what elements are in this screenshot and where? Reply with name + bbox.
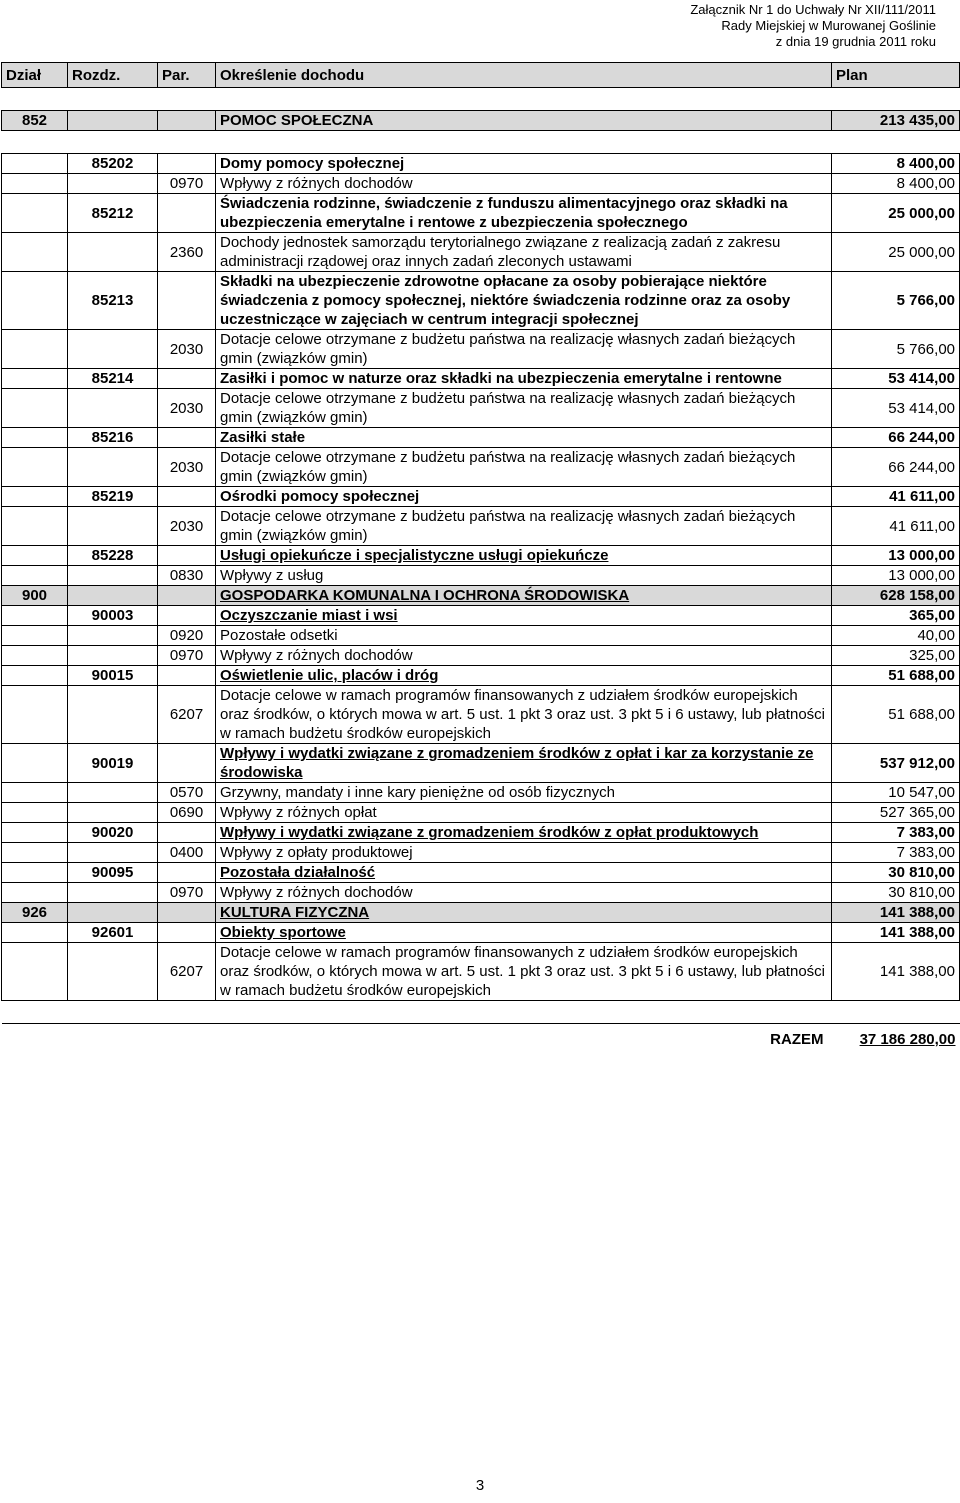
- cell-plan: 30 810,00: [832, 883, 960, 903]
- cell-rozdz: 85216: [68, 428, 158, 448]
- cell-plan: 40,00: [832, 626, 960, 646]
- cell-dzial: [2, 923, 68, 943]
- cell-dzial: [2, 943, 68, 1001]
- cell-par: [158, 194, 216, 233]
- column-header-plan: Plan: [832, 63, 960, 88]
- income-plan-table: [1, 62, 960, 1054]
- cell-dzial: [2, 507, 68, 546]
- cell-description: Dochody jednostek samorządu terytorialnego związane z realizacją zadań z zakresu administracji rządowej oraz innych zadań zleconych ustawami: [216, 233, 832, 272]
- cell-rozdz: [68, 174, 158, 194]
- cell-par: 6207: [158, 943, 216, 1001]
- cell-par: [158, 666, 216, 686]
- spacer-row: [2, 1001, 960, 1024]
- cell-dzial: [2, 428, 68, 448]
- cell-rozdz: [68, 783, 158, 803]
- cell-description: Ośrodki pomocy społecznej: [216, 487, 832, 507]
- cell-description: Oczyszczanie miast i wsi: [216, 606, 832, 626]
- cell-description: Składki na ubezpieczenie zdrowotne opłacane za osoby pobierające niektóre świadczenia z pomocy społecznej, niektóre świadczenia rodzinne oraz za osoby uczestniczące w zajęciach w centrum integracji społecznej: [216, 272, 832, 330]
- table-row: [2, 194, 960, 233]
- cell-description: Dotacje celowe otrzymane z budżetu państwa na realizację własnych zadań bieżących gmin (związków gmin): [216, 507, 832, 546]
- table-row: [2, 272, 960, 330]
- total-label: RAZEM: [770, 1030, 824, 1048]
- cell-plan: 141 388,00: [832, 943, 960, 1001]
- cell-description: POMOC SPOŁECZNA: [216, 111, 832, 131]
- cell-rozdz: 90020: [68, 823, 158, 843]
- cell-plan: 8 400,00: [832, 174, 960, 194]
- cell-rozdz: 85202: [68, 154, 158, 174]
- table-row: [2, 606, 960, 626]
- cell-plan: 141 388,00: [832, 923, 960, 943]
- cell-plan: 53 414,00: [832, 389, 960, 428]
- cell-par: 0400: [158, 843, 216, 863]
- table-row: [2, 923, 960, 943]
- cell-dzial: [2, 369, 68, 389]
- cell-description: Wpływy z różnych dochodów: [216, 646, 832, 666]
- cell-plan: 41 611,00: [832, 507, 960, 546]
- cell-plan: 141 388,00: [832, 903, 960, 923]
- cell-par: 6207: [158, 686, 216, 744]
- cell-rozdz: 85219: [68, 487, 158, 507]
- table-row: [2, 863, 960, 883]
- cell-rozdz: [68, 943, 158, 1001]
- cell-plan: 213 435,00: [832, 111, 960, 131]
- cell-rozdz: 85214: [68, 369, 158, 389]
- cell-dzial: [2, 646, 68, 666]
- cell-plan: 628 158,00: [832, 586, 960, 606]
- cell-par: [158, 903, 216, 923]
- cell-rozdz: [68, 330, 158, 369]
- cell-plan: 53 414,00: [832, 369, 960, 389]
- cell-par: 0970: [158, 174, 216, 194]
- cell-description: Zasiłki i pomoc w naturze oraz składki na ubezpieczenia emerytalne i rentowne: [216, 369, 832, 389]
- cell-description: Zasiłki stałe: [216, 428, 832, 448]
- cell-description: Dotacje celowe w ramach programów finansowanych z udziałem środków europejskich oraz środków, o których mowa w art. 5 ust. 1 pkt 3 oraz ust. 3 pkt 5 i 6 ustawy, lub płatności w ramach budżetu środków europejskich: [216, 943, 832, 1001]
- cell-rozdz: [68, 586, 158, 606]
- table-row: [2, 823, 960, 843]
- table-row: [2, 487, 960, 507]
- cell-description: GOSPODARKA KOMUNALNA I OCHRONA ŚRODOWISKA: [216, 586, 832, 606]
- cell-rozdz: 90003: [68, 606, 158, 626]
- cell-description: KULTURA FIZYCZNA: [216, 903, 832, 923]
- cell-dzial: [2, 823, 68, 843]
- cell-dzial: [2, 606, 68, 626]
- cell-plan: 25 000,00: [832, 194, 960, 233]
- column-header-rozdz: Rozdz.: [68, 63, 158, 88]
- cell-par: 0970: [158, 646, 216, 666]
- cell-par: [158, 586, 216, 606]
- cell-rozdz: 90095: [68, 863, 158, 883]
- cell-plan: 527 365,00: [832, 803, 960, 823]
- cell-dzial: [2, 389, 68, 428]
- table-row: [2, 646, 960, 666]
- column-header-dzial: Dział: [2, 63, 68, 88]
- table-row: [2, 174, 960, 194]
- table-row: [2, 389, 960, 428]
- cell-rozdz: [68, 507, 158, 546]
- table-row: [2, 507, 960, 546]
- cell-rozdz: [68, 626, 158, 646]
- cell-dzial: 900: [2, 586, 68, 606]
- cell-description: Wpływy z różnych dochodów: [216, 883, 832, 903]
- cell-plan: 13 000,00: [832, 566, 960, 586]
- cell-plan: 325,00: [832, 646, 960, 666]
- table-row: [2, 943, 960, 1001]
- cell-dzial: [2, 686, 68, 744]
- cell-par: [158, 428, 216, 448]
- cell-description: Obiekty sportowe: [216, 923, 832, 943]
- cell-description: Wpływy z opłaty produktowej: [216, 843, 832, 863]
- cell-dzial: 926: [2, 903, 68, 923]
- cell-par: [158, 369, 216, 389]
- table-row: [2, 233, 960, 272]
- cell-rozdz: [68, 883, 158, 903]
- cell-dzial: [2, 448, 68, 487]
- table-row: [2, 666, 960, 686]
- cell-description: Wpływy z różnych dochodów: [216, 174, 832, 194]
- cell-description: Świadczenia rodzinne, świadczenie z funduszu alimentacyjnego oraz składki na ubezpieczenia emerytalne i rentowe z ubezpieczenia społecznego: [216, 194, 832, 233]
- table-row: [2, 744, 960, 783]
- cell-par: 2030: [158, 389, 216, 428]
- cell-par: 2030: [158, 507, 216, 546]
- cell-description: Wpływy z różnych opłat: [216, 803, 832, 823]
- cell-dzial: [2, 843, 68, 863]
- cell-description: Oświetlenie ulic, placów i dróg: [216, 666, 832, 686]
- cell-description: Dotacje celowe otrzymane z budżetu państwa na realizację własnych zadań bieżących gmin (związków gmin): [216, 448, 832, 487]
- column-header-description: Określenie dochodu: [216, 63, 832, 88]
- cell-par: [158, 606, 216, 626]
- table-row: [2, 546, 960, 566]
- cell-dzial: [2, 546, 68, 566]
- table-row: [2, 843, 960, 863]
- cell-description: Wpływy z usług: [216, 566, 832, 586]
- cell-rozdz: [68, 566, 158, 586]
- table-header-row: [2, 63, 960, 88]
- cell-rozdz: [68, 448, 158, 487]
- cell-rozdz: 90019: [68, 744, 158, 783]
- cell-rozdz: [68, 686, 158, 744]
- cell-plan: 537 912,00: [832, 744, 960, 783]
- cell-dzial: [2, 863, 68, 883]
- table-row: [2, 686, 960, 744]
- header-line-1: Załącznik Nr 1 do Uchwały Nr XII/111/2011: [690, 2, 936, 17]
- header-line-3: z dnia 19 grudnia 2011 roku: [775, 34, 936, 49]
- cell-par: [158, 154, 216, 174]
- cell-rozdz: [68, 389, 158, 428]
- cell-dzial: [2, 487, 68, 507]
- cell-par: 0920: [158, 626, 216, 646]
- column-header-par: Par.: [158, 63, 216, 88]
- cell-description: Dotacje celowe otrzymane z budżetu państwa na realizację własnych zadań bieżących gmin (związków gmin): [216, 330, 832, 369]
- page-number: 3: [475, 1477, 485, 1494]
- cell-dzial: [2, 744, 68, 783]
- cell-dzial: [2, 194, 68, 233]
- cell-plan: 30 810,00: [832, 863, 960, 883]
- cell-rozdz: [68, 646, 158, 666]
- cell-dzial: [2, 154, 68, 174]
- table-row: [2, 111, 960, 131]
- table-row: [2, 586, 960, 606]
- cell-plan: 13 000,00: [832, 546, 960, 566]
- cell-description: Pozostałe odsetki: [216, 626, 832, 646]
- cell-rozdz: [68, 903, 158, 923]
- cell-plan: 51 688,00: [832, 686, 960, 744]
- total-value: 37 186 280,00: [859, 1030, 956, 1048]
- cell-plan: 10 547,00: [832, 783, 960, 803]
- cell-dzial: [2, 566, 68, 586]
- cell-rozdz: [68, 233, 158, 272]
- cell-plan: 365,00: [832, 606, 960, 626]
- spacer-row: [2, 88, 960, 111]
- cell-dzial: [2, 666, 68, 686]
- cell-description: Wpływy i wydatki związane z gromadzeniem środków z opłat i kar za korzystanie ze środowiska: [216, 744, 832, 783]
- cell-dzial: [2, 883, 68, 903]
- cell-par: 0570: [158, 783, 216, 803]
- cell-plan: 7 383,00: [832, 823, 960, 843]
- cell-dzial: [2, 783, 68, 803]
- document-header: [690, 2, 936, 50]
- cell-rozdz: 90015: [68, 666, 158, 686]
- table-row: [2, 154, 960, 174]
- cell-par: [158, 546, 216, 566]
- cell-dzial: [2, 233, 68, 272]
- header-line-2: Rady Miejskiej w Murowanej Goślinie: [721, 18, 936, 33]
- cell-par: 0690: [158, 803, 216, 823]
- cell-par: [158, 923, 216, 943]
- cell-rozdz: [68, 111, 158, 131]
- cell-description: Wpływy i wydatki związane z gromadzeniem środków z opłat produktowych: [216, 823, 832, 843]
- cell-par: 2030: [158, 330, 216, 369]
- cell-plan: 25 000,00: [832, 233, 960, 272]
- cell-description: Grzywny, mandaty i inne kary pieniężne od osób fizycznych: [216, 783, 832, 803]
- cell-par: 2360: [158, 233, 216, 272]
- cell-dzial: [2, 626, 68, 646]
- table-row: [2, 903, 960, 923]
- cell-rozdz: 85213: [68, 272, 158, 330]
- table-row: [2, 566, 960, 586]
- cell-rozdz: 92601: [68, 923, 158, 943]
- cell-plan: 7 383,00: [832, 843, 960, 863]
- spacer-row: [2, 131, 960, 154]
- cell-description: Pozostała działalność: [216, 863, 832, 883]
- cell-plan: 5 766,00: [832, 272, 960, 330]
- cell-rozdz: [68, 803, 158, 823]
- table-row: [2, 783, 960, 803]
- table-row: [2, 369, 960, 389]
- cell-plan: 5 766,00: [832, 330, 960, 369]
- cell-par: [158, 744, 216, 783]
- cell-par: [158, 111, 216, 131]
- total-row: [2, 1024, 960, 1055]
- cell-par: 2030: [158, 448, 216, 487]
- cell-rozdz: 85212: [68, 194, 158, 233]
- cell-description: Dotacje celowe w ramach programów finansowanych z udziałem środków europejskich oraz środków, o których mowa w art. 5 ust. 1 pkt 3 oraz ust. 3 pkt 5 i 6 ustawy, lub płatności w ramach budżetu środków europejskich: [216, 686, 832, 744]
- cell-rozdz: 85228: [68, 546, 158, 566]
- cell-description: Usługi opiekuńcze i specjalistyczne usługi opiekuńcze: [216, 546, 832, 566]
- cell-plan: 8 400,00: [832, 154, 960, 174]
- table-row: [2, 428, 960, 448]
- cell-description: Domy pomocy społecznej: [216, 154, 832, 174]
- cell-plan: 51 688,00: [832, 666, 960, 686]
- cell-dzial: 852: [2, 111, 68, 131]
- cell-dzial: [2, 330, 68, 369]
- table-row: [2, 803, 960, 823]
- cell-par: [158, 272, 216, 330]
- table-row: [2, 883, 960, 903]
- cell-rozdz: [68, 843, 158, 863]
- cell-par: [158, 823, 216, 843]
- cell-description: Dotacje celowe otrzymane z budżetu państwa na realizację własnych zadań bieżących gmin (związków gmin): [216, 389, 832, 428]
- cell-par: [158, 487, 216, 507]
- cell-dzial: [2, 803, 68, 823]
- cell-par: [158, 863, 216, 883]
- cell-plan: 41 611,00: [832, 487, 960, 507]
- table-row: [2, 448, 960, 487]
- table-row: [2, 330, 960, 369]
- cell-par: 0830: [158, 566, 216, 586]
- cell-par: 0970: [158, 883, 216, 903]
- cell-dzial: [2, 174, 68, 194]
- cell-plan: 66 244,00: [832, 448, 960, 487]
- cell-dzial: [2, 272, 68, 330]
- cell-plan: 66 244,00: [832, 428, 960, 448]
- table-row: [2, 626, 960, 646]
